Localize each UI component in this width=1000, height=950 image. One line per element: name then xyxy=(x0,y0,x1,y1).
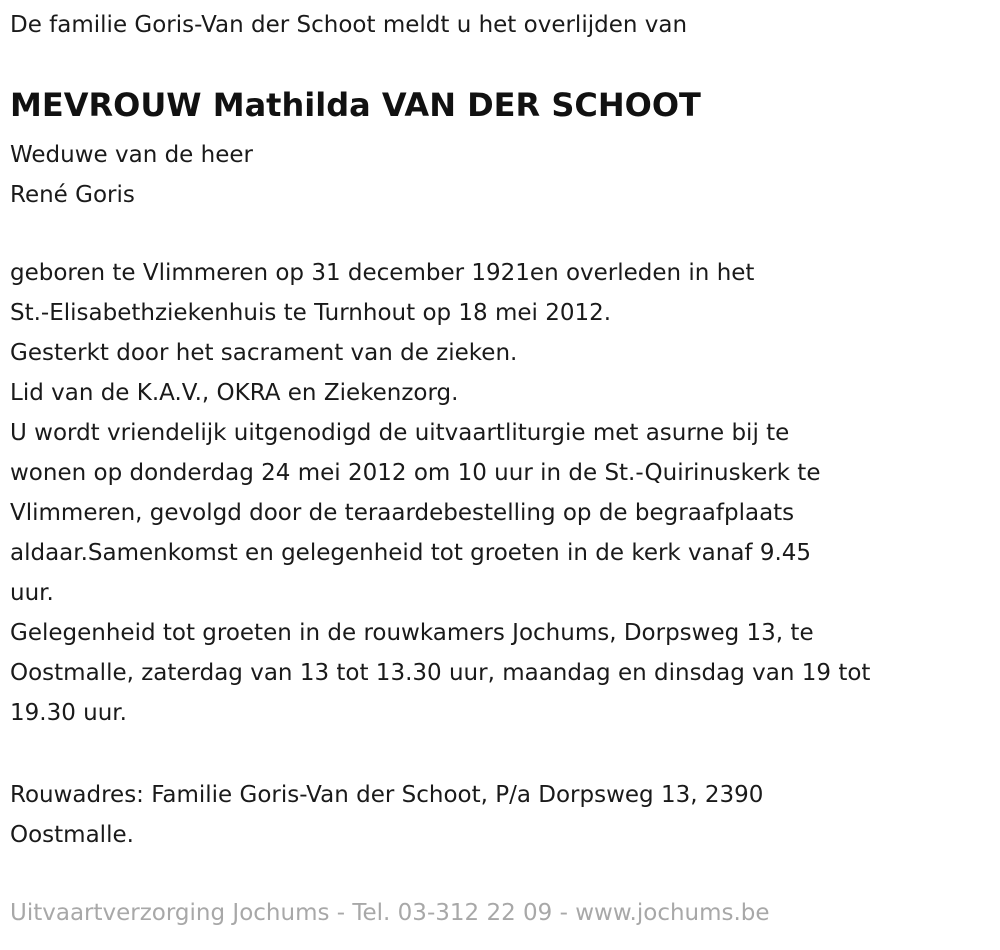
widow-line: René Goris xyxy=(10,182,135,208)
body-line: geboren te Vlimmeren op 31 december 1921en overleden in het xyxy=(10,260,755,286)
intro-text: De familie Goris-Van der Schoot meldt u het overlijden van xyxy=(10,12,688,38)
body-line: Lid van de K.A.V., OKRA en Ziekenzorg. xyxy=(10,380,459,406)
deceased-name: MEVROUW Mathilda VAN DER SCHOOT xyxy=(10,86,701,124)
body-line: Oostmalle, zaterdag van 13 tot 13.30 uur, maandag en dinsdag van 19 tot xyxy=(10,660,871,686)
body-block xyxy=(10,253,870,733)
body-line: wonen op donderdag 24 mei 2012 om 10 uur in de St.-Quirinuskerk te xyxy=(10,460,821,486)
widow-block xyxy=(10,135,253,215)
body-line: U wordt vriendelijk uitgenodigd de uitvaartliturgie met asurne bij te xyxy=(10,420,790,446)
body-line: uur. xyxy=(10,580,54,606)
body-line: aldaar.Samenkomst en gelegenheid tot groeten in de kerk vanaf 9.45 xyxy=(10,540,812,566)
address-block xyxy=(10,775,763,855)
body-line: Vlimmeren, gevolgd door de teraardebestelling op de begraafplaats xyxy=(10,500,795,526)
widow-line: Weduwe van de heer xyxy=(10,142,253,168)
body-line: Gelegenheid tot groeten in de rouwkamers Jochums, Dorpsweg 13, te xyxy=(10,620,814,646)
footer-text: Uitvaartverzorging Jochums - Tel. 03-312 22 09 - www.jochums.be xyxy=(10,900,770,926)
body-line: St.-Elisabethziekenhuis te Turnhout op 18 mei 2012. xyxy=(10,300,612,326)
body-line: 19.30 uur. xyxy=(10,700,127,726)
body-line: Gesterkt door het sacrament van de zieken. xyxy=(10,340,518,366)
address-line: Rouwadres: Familie Goris-Van der Schoot, P/a Dorpsweg 13, 2390 xyxy=(10,782,764,808)
address-line: Oostmalle. xyxy=(10,822,134,848)
